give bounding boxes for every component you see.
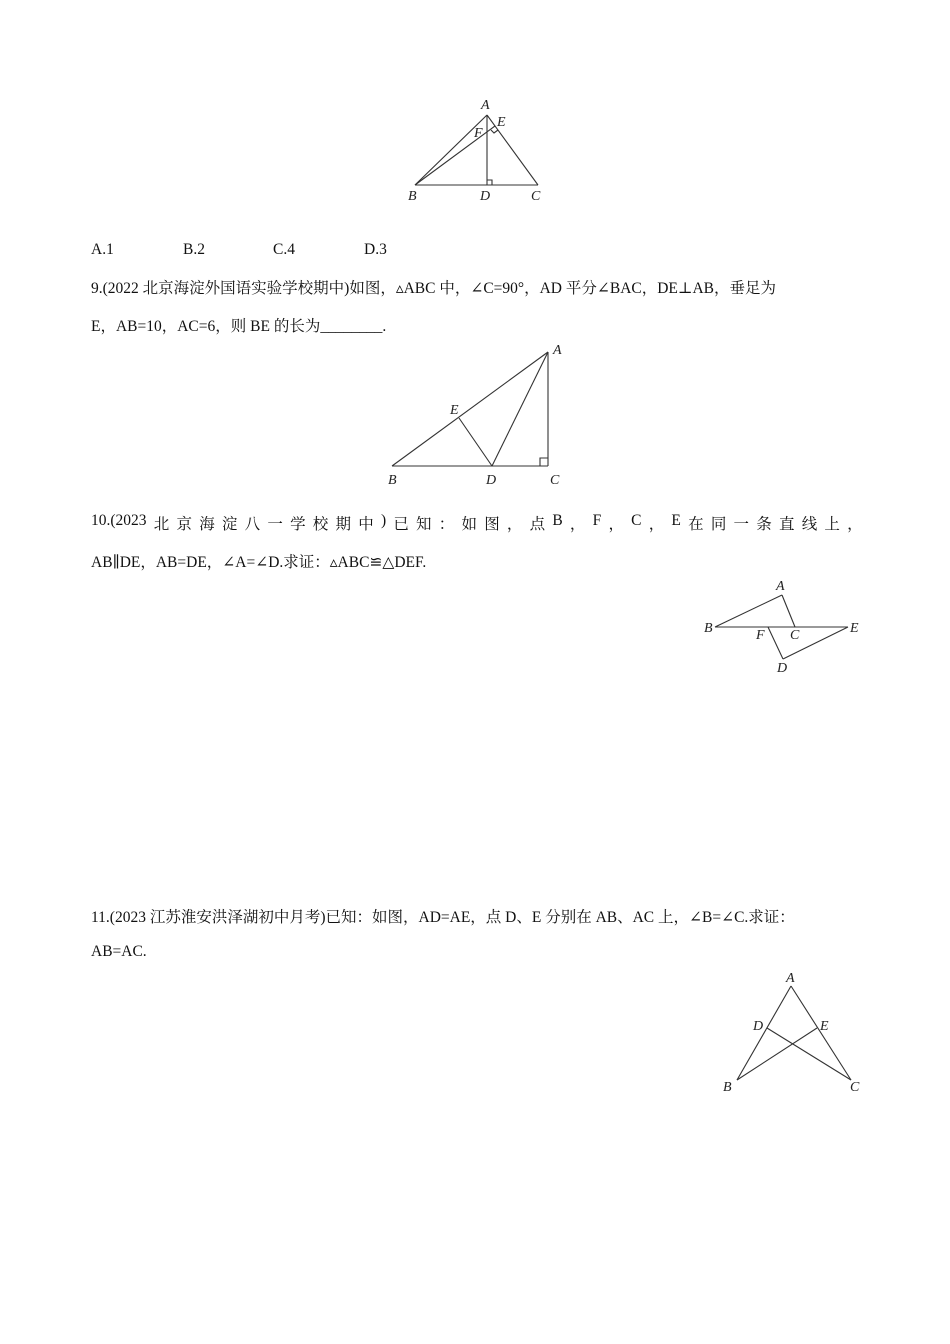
q10-line1-part: ， [648,516,665,533]
q8-option-d: D.3 [364,241,387,258]
q10-line1-part: ： [438,516,455,533]
q11-seg-DC [767,1028,851,1080]
q11-text-line1: 11.(2023 江苏淮安洪泽湖初中月考)已知：如图，AD=AE，点 D、E 分别在 AB、AC 上，∠B=∠C.求证： [91,909,795,926]
q9-seg-DE [459,418,492,466]
q10-line1-part: 点 [529,516,546,533]
q9-label-A: A [553,343,562,358]
q10-line1-part: 直 [778,516,795,533]
q8-option-a: A.1 [91,241,114,258]
q8-label-F: F [474,126,483,141]
q10-label-C: C [790,628,800,643]
q9-text-line1: 9.(2022 北京海淀外国语实验学校期中)如图，▵ABC 中，∠C=90°，AD 平分∠BAC，DE⊥AB，垂足为 [91,280,777,297]
q10-text-line1 [91,512,863,534]
q8-seg-AC [487,115,538,185]
q9-label-B: B [388,473,397,488]
q10-seg-BA [715,595,782,627]
q10-seg-FD [768,627,783,659]
q10-line1-part: 海 [199,516,215,533]
q10-line1-part: 10.(2023 [91,512,147,529]
q9-label-E: E [450,403,459,418]
q10-line1-part: 一 [733,516,750,533]
q10-line1-part: ) [380,512,387,529]
q10-label-A: A [776,579,785,594]
q8-option-c: C.4 [273,241,295,258]
q10-text-line2: AB∥DE，AB=DE，∠A=∠D.求证：▵ABC≌△DEF. [91,554,427,571]
q11-label-E: E [820,1019,829,1034]
q10-label-F: F [756,628,765,643]
q10-label-D: D [777,661,788,676]
q10-line1-part: ， [608,516,624,533]
q9-text-line2: E，AB=10，AC=6，则 BE 的长为________. [91,318,387,335]
q10-label-E: E [850,621,859,636]
q8-label-B: B [408,189,417,204]
q11-label-A: A [786,971,795,986]
q10-line1-part: 期 [335,516,352,533]
q10-line1-part: ， [506,516,523,533]
q8-figure [400,95,560,210]
q10-line1-part: 校 [312,516,329,533]
q9-seg-AB [392,352,548,466]
q8-label-A: A [481,98,490,113]
q10-figure [700,575,870,675]
q10-line1-part: ， [569,516,586,533]
q10-line1-part: 图 [484,516,500,533]
q9-seg-AD [492,352,548,466]
q10-line1-part: 知 [416,516,432,533]
q10-line1-part: C [631,512,642,529]
q10-line1-part: 已 [393,516,409,533]
q11-label-C: C [850,1080,860,1095]
q9-label-C: C [550,473,560,488]
q10-line1-part: ， [847,516,863,533]
q11-label-D: D [753,1019,764,1034]
q8-option-b: B.2 [183,241,205,258]
q8-right-angle-D [487,180,492,185]
q10-line1-part: 中 [358,516,374,533]
q8-label-C: C [531,189,541,204]
q8-right-angle-E [491,130,498,133]
q10-line1-part: F [592,512,602,529]
q9-right-angle-C [540,458,548,466]
q10-label-B: B [704,621,713,636]
q10-line1-part: 上 [824,516,840,533]
q9-label-D: D [486,473,497,488]
q10-line1-part: 一 [267,516,283,533]
q8-label-D: D [480,189,491,204]
q10-line1-part: 京 [176,516,192,533]
q10-line1-part: 八 [244,516,261,533]
q8-seg-BE [415,126,495,185]
q10-line1-part: 在 [688,516,704,533]
q11-label-B: B [723,1080,732,1095]
q10-line1-part: 同 [710,516,727,533]
q10-line1-part: 淀 [221,516,238,533]
q10-line1-part: 条 [756,516,772,533]
q11-seg-BE [737,1028,817,1080]
q11-text-line2: AB=AC. [91,943,147,960]
q10-seg-AC [782,595,795,627]
q10-line1-part: B [552,512,563,529]
q10-line1-part: E [671,512,681,529]
q10-line1-part: 北 [153,516,170,533]
q9-figure [380,340,580,490]
q8-label-E: E [497,115,506,130]
q11-figure [715,968,875,1098]
q10-line1-part: 线 [801,516,818,533]
q10-line1-part: 如 [461,516,477,533]
q10-line1-part: 学 [290,516,306,533]
q11-seg-AB [737,986,791,1080]
